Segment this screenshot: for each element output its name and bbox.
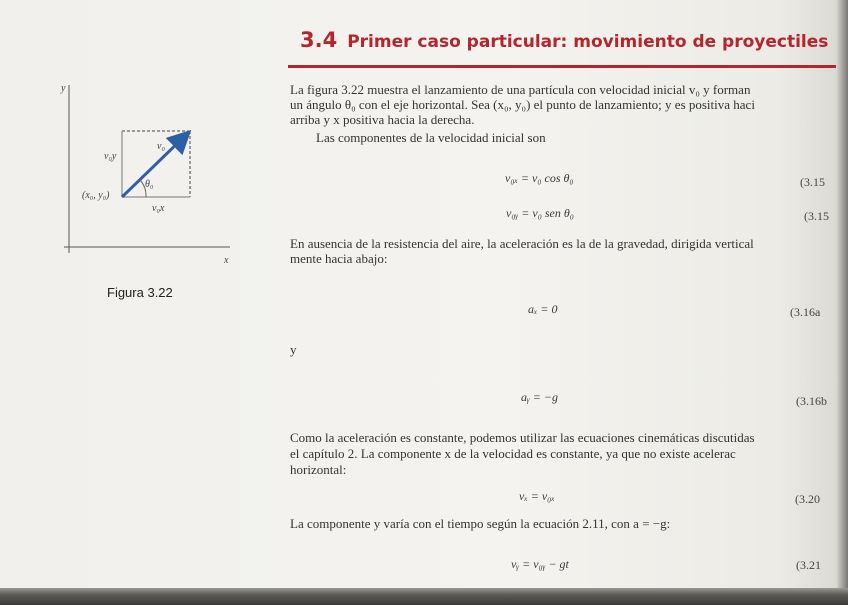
- section-number: 3.4: [300, 28, 338, 52]
- projectile-launch-figure: [40, 75, 240, 270]
- paragraph-line: La componente y varía con el tiempo según la ecuación 2.11, con a = −g:: [290, 516, 671, 531]
- page-bottom-shadow: [0, 588, 848, 605]
- paragraph-line: La figura 3.22 muestra el lanzamiento de una partícula con velocidad inicial v₀ y forman: [290, 82, 751, 97]
- page-edge-shadow: [836, 0, 848, 590]
- v0x-label: v₀x: [152, 203, 165, 214]
- v0y-label: v₀y: [104, 151, 117, 162]
- title-rule: [288, 65, 836, 68]
- theta-label: θ₀: [145, 179, 154, 190]
- figure-caption: Figura 3.22: [107, 285, 173, 300]
- x-axis-label: x: [224, 255, 229, 266]
- equation-number: (3.16a: [790, 305, 821, 319]
- paragraph-line: horizontal:: [290, 462, 347, 477]
- y-axis-label: y: [61, 83, 66, 94]
- equation-number: (3.15: [804, 209, 829, 223]
- equation-number: (3.21: [796, 558, 821, 572]
- equation: v₀ₓ = v₀ cos θ₀: [505, 171, 574, 185]
- equation: v₀ᵧ = v₀ sen θ₀: [506, 206, 574, 220]
- paragraph-line: arriba y x positiva hacia la derecha.: [290, 112, 475, 127]
- connector-word: y: [290, 342, 297, 357]
- paragraph-line: un ángulo θ₀ con el eje horizontal. Sea (x₀, y₀) el punto de lanzamiento; y es positiva haci: [290, 97, 755, 112]
- paragraph-line: Las componentes de la velocidad inicial son: [316, 130, 546, 145]
- equation-number: (3.15: [800, 175, 825, 189]
- paragraph-line: el capítulo 2. La componente x de la velocidad es constante, ya que no existe acelerac: [290, 446, 736, 461]
- origin-label: (x₀, y₀): [82, 190, 110, 201]
- section-title: Primer caso particular: movimiento de proyectiles: [347, 32, 829, 52]
- paragraph-line: Como la aceleración es constante, podemos utilizar las ecuaciones cinemáticas discutidas: [290, 430, 755, 445]
- equation-number: (3.16b: [796, 394, 827, 408]
- equation: vₓ = v₀ₓ: [519, 489, 555, 503]
- v0-label: v₀: [157, 141, 165, 152]
- equation: aᵧ = −g: [521, 390, 558, 404]
- equation-number: (3.20: [795, 492, 820, 506]
- equation: vᵧ = v₀ᵧ − gt: [511, 557, 569, 571]
- equation: aₓ = 0: [528, 302, 558, 316]
- paragraph-line: En ausencia de la resistencia del aire, la aceleración es la de la gravedad, dirigida vertical: [290, 236, 754, 251]
- velocity-vector: [122, 134, 187, 197]
- section-heading: [300, 28, 828, 52]
- paragraph-line: mente hacia abajo:: [290, 251, 388, 266]
